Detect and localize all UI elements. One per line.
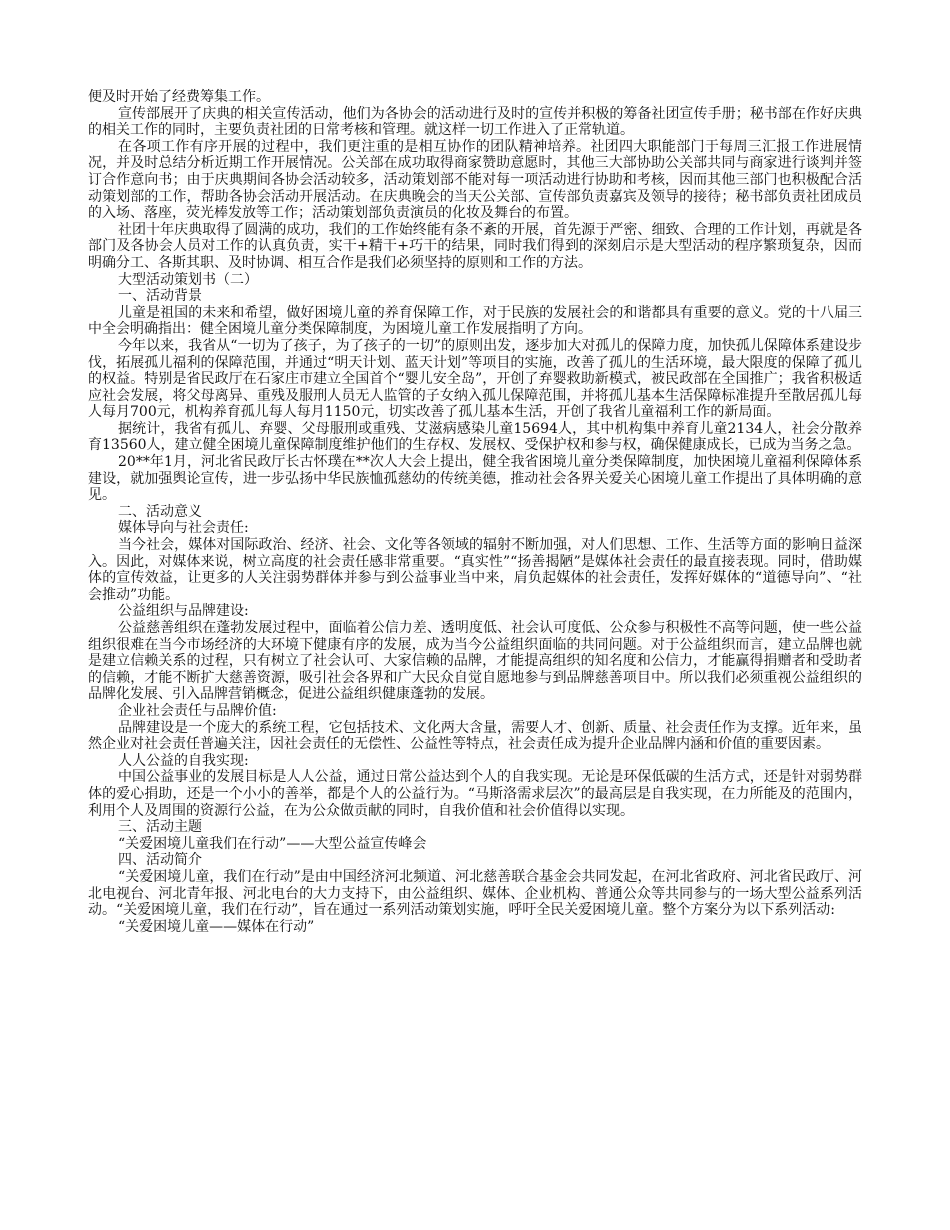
paragraph: 中国公益事业的发展目标是人人公益，通过日常公益达到个人的自我实现。无论是环保低碳的生活方式，还是针对弱势群体的爱心捐助，还是一个小小的善举，都是个人的公益行为。“马斯洛需求层次”的最高层是自我实现，在力所能及的范围内，利用个人及周围的资源行公益，在为公众做贡献的同时，自我价值和社会价值得以实现。 [88,769,862,819]
paragraph: 儿童是祖国的未来和希望，做好困境儿童的养育保障工作，对于民族的发展社会的和谐都具有重要的意义。党的十八届三中全会明确指出：健全困境儿童分类保障制度，为困境儿童工作发展指明了方向。 [88,304,862,338]
document-title: 大型活动策划书（二） [118,271,258,288]
paragraph: 当今社会，媒体对国际政治、经济、社会、文化等各领域的辐射不断加强，对人们思想、工作、生活等方面的影响日益深入。因此，对媒体来说，树立高度的社会责任感非常重要。“真实性”“扬善揭陋”是媒体社会责任的最直接表现。同时，借助媒体的宣传效益，让更多的人关注弱势群体并参与到公益事业当中来，肩负起媒体的社会责任，发挥好媒体的“道德导向”、“社会推动”功能。 [88,537,862,603]
paragraph: 便及时开始了经费筹集工作。 [88,89,270,105]
paragraph: “关爱困境儿童，我们在行动”是由中国经济河北频道、河北慈善联合基金会共同发起，在河北省政府、河北省民政厅、河北电视台、河北青年报、河北电台的大力支持下，由公益组织、媒体、企业机构、普通公众等共同参与的一场大型公益系列活动。“关爱困境儿童，我们在行动”，旨在通过一系列活动策划实施，呼吁全民关爱困境儿童。整个方案分为以下系列活动: [88,868,862,919]
activity-theme: “关爱困境儿童我们在行动”——大型公益宣传峰会 [118,835,427,852]
subsection-heading: 媒体导向与社会责任: [118,520,249,537]
paragraph: 品牌建设是一个庞大的系统工程，它包括技术、文化两大含量，需要人才、创新、质量、社会责任作为支撑。近年来，虽然企业对社会责任普遍关注，因社会责任的无偿性、公益性等特点，社会责任成为提升企业品牌内涵和价值的重要因素。 [88,719,862,753]
paragraph: 据统计，我省有孤儿、弃婴、父母服刑或重残、艾滋病感染儿童15694人，其中机构集中养育儿童2134人，社会分散养育13560人，建立健全困境儿童保障制度维护他们的生存权、发展权、受保护权和参与权，确保健康成长，已成为当务之急。 [88,420,862,454]
section-heading: 二、活动意义 [118,503,202,520]
document-body [88,89,862,935]
subsection-heading: 人人公益的自我实现: [118,752,249,769]
paragraph: 今年以来，我省从“一切为了孩子，为了孩子的一切”的原则出发，逐步加大对孤儿的保障力度，加快孤儿保障体系建设步伐，拓展孤儿福利的保障范围，并通过“明天计划、蓝天计划”等项目的实施，改善了孤儿的生活环境，最大限度的保障了孤儿的权益。特别是省民政厅在石家庄市建立全国首个“婴儿安全岛”，开创了弃婴救助新模式，被民政部在全国推广；我省积极适应社会发展，将父母离异、重残及服刑人员无人监管的子女纳入孤儿保障范围，并将孤儿基本生活保障标准提升至散居孤儿每人每月700元，机构养育孤儿每人每月1150元，切实改善了孤儿基本生活，开创了我省儿童福利工作的新局面。 [88,337,862,421]
subsection-heading: 企业社会责任与品牌价值: [118,702,277,719]
paragraph: 宣传部展开了庆典的相关宣传活动，他们为各协会的活动进行及时的宣传并积极的筹备社团宣传手册；秘书部在作好庆典的相关工作的同时，主要负责社团的日常考核和管理。就这样一切工作进入了正常轨道。 [88,105,862,139]
activity-item: “关爱困境儿童——媒体在行动” [118,918,315,935]
section-heading: 一、活动背景 [118,288,202,305]
paragraph: 公益慈善组织在蓬勃发展过程中，面临着公信力差、透明度低、社会认可度低、公众参与积极性不高等问题，使一些公益组织很难在当今市场经济的大环境下健康有序的发展，成为当今公益组织面临的共同问题。对于公益组织而言，建立品牌也就是建立信赖关系的过程，只有树立了社会认可、大家信赖的品牌，才能提高组织的知名度和公信力，才能赢得捐赠者和受助者的信赖，才能不断扩大慈善资源，吸引社会各界和广大民众自觉自愿地参与到品牌慈善项目中。所以我们必须重视公益组织的品牌化发展、引入品牌营销概念，促进公益组织健康蓬勃的发展。 [88,620,862,703]
paragraph: 20**年1月，河北省民政厅长古怀璞在**次人大会上提出，健全我省困境儿童分类保障制度，加快困境儿童福利保障体系建设，就加强舆论宣传，进一步弘扬中华民族恤孤慈幼的传统美德，推动社会各界关爱关心困境儿童工作提出了具体明确的意见。 [88,454,862,504]
section-heading: 三、活动主题 [118,819,202,836]
paragraph: 在各项工作有序开展的过程中，我们更注重的是相互协作的团队精神培养。社团四大职能部门于每周三汇报工作进展情况，并及时总结分析近期工作开展情况。公关部在成功取得商家赞助意愿时，其他三大部协助公关部共同与商家进行谈判并签订合作意向书；由于庆典期间各协会活动较多，活动策划部不能对每一项活动进行协助和考核，因而其他三部门也积极配合活动策划部的工作，帮助各协会活动开展活动。在庆典晚会的当天公关部、宣传部负责嘉宾及领导的接待；秘书部负责社团成员的入场、落座，荧光棒发放等工作；活动策划部负责演员的化妆及舞台的布置。 [88,138,862,222]
paragraph: 社团十年庆典取得了圆满的成功，我们的工作始终能有条不紊的开展，首先源于严密、细致、合理的工作计划，再就是各部门及各协会人员对工作的认真负责，实干+精干+巧干的结果，同时我们得到的深刻启示是大型活动的程序繁琐复杂，因而明确分工、各斯其职、及时协调、相互合作是我们必须坚持的原则和工作的方法。 [88,221,862,271]
subsection-heading: 公益组织与品牌建设: [118,603,249,620]
section-heading: 四、活动简介 [118,852,202,869]
